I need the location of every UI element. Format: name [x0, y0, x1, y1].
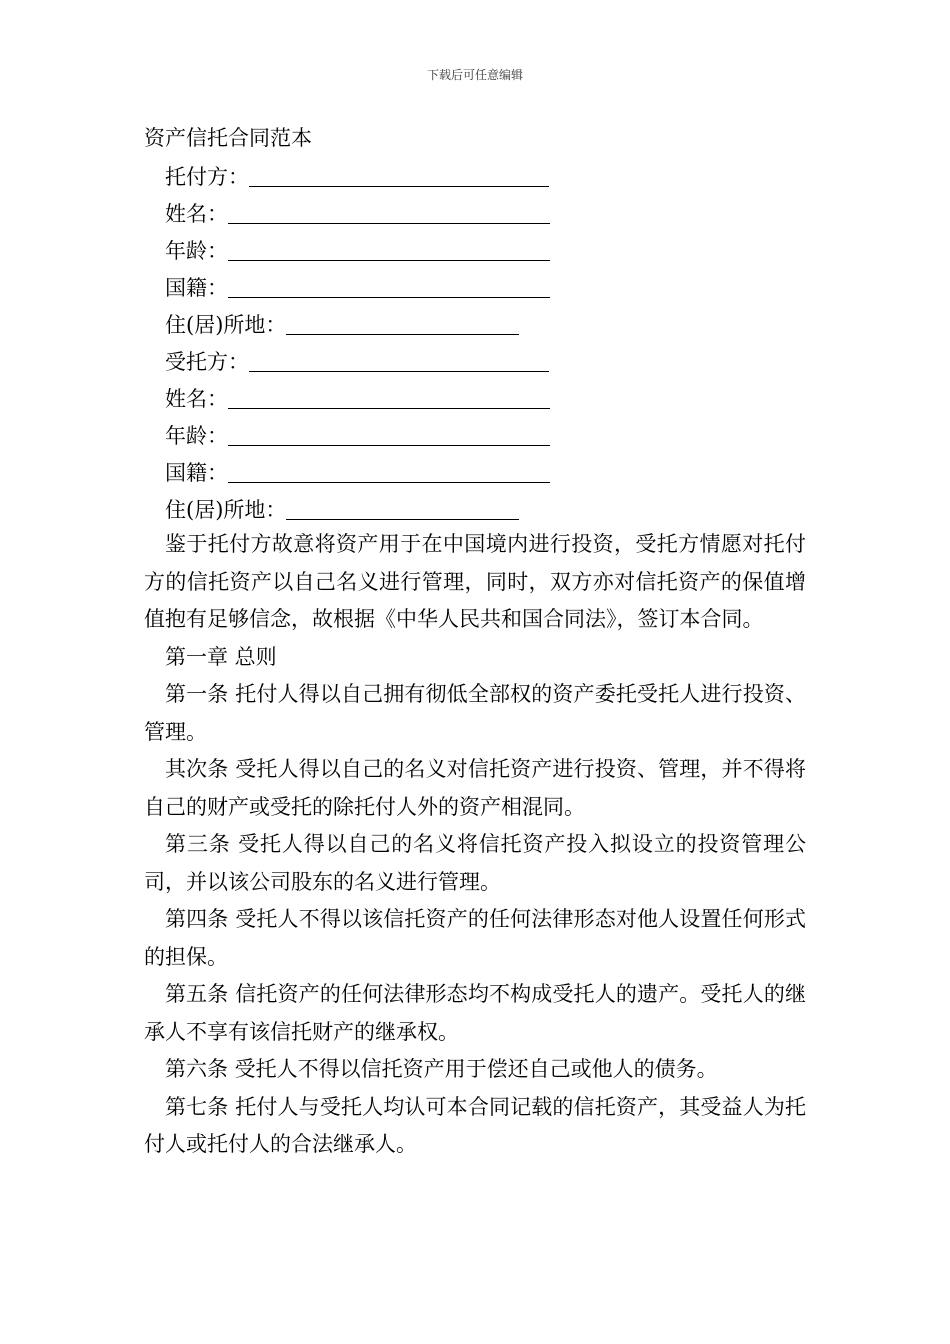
article-paragraph: 第一条 托付人得以自己拥有彻低全部权的资产委托受托人进行投资、管理。 [144, 682, 806, 744]
article-paragraph: 第六条 受托人不得以信托资产用于偿还自己或他人的债务。 [165, 1057, 718, 1081]
blank-line [228, 234, 550, 261]
field-label: 住(居)所地： [165, 498, 287, 522]
field-label: 年龄： [165, 239, 228, 263]
field-row-trustee [165, 340, 550, 377]
field-row-entrusting-party [165, 155, 550, 192]
field-label: 国籍： [165, 276, 228, 300]
field-label: 受托方： [165, 350, 249, 374]
article-paragraph: 其次条 受托人得以自己的名义对信托资产进行投资、管理，并不得将自己的财产或受托的除托付人外的资产相混同。 [144, 757, 806, 819]
blank-line [286, 308, 519, 335]
preamble-paragraph: 鉴于托付方故意将资产用于在中国境内进行投资，受托方情愿对托付方的信托资产以自己名义进行管理，同时，双方亦对信托资产的保值增值抱有足够信念，故根据《中华人民共和国合同法》，签订本合同。 [144, 532, 806, 631]
field-label: 托付方： [165, 165, 249, 189]
party-fields [165, 155, 550, 525]
field-label: 国籍： [165, 461, 228, 485]
field-row-name [165, 377, 550, 414]
field-row-residence [165, 488, 550, 525]
field-label: 年龄： [165, 424, 228, 448]
blank-line [228, 419, 550, 446]
article-paragraph: 第五条 信托资产的任何法律形态均不构成受托人的遗产。受托人的继承人不享有该信托财产的继承权。 [144, 982, 806, 1044]
field-row-name [165, 192, 550, 229]
blank-line [286, 493, 519, 520]
article-paragraph: 第三条 受托人得以自己的名义将信托资产投入拟设立的投资管理公司，并以该公司股东的名义进行管理。 [144, 832, 806, 894]
field-row-nationality [165, 451, 550, 488]
field-label: 住(居)所地： [165, 313, 287, 337]
blank-line [228, 382, 550, 409]
blank-line [249, 160, 549, 187]
blank-line [249, 345, 549, 372]
field-row-nationality [165, 266, 550, 303]
document-title: 资产信托合同范本 [144, 126, 312, 150]
blank-line [228, 271, 550, 298]
article-paragraph: 第七条 托付人与受托人均认可本合同记载的信托资产，其受益人为托付人或托付人的合法继承人。 [144, 1094, 806, 1156]
field-label: 姓名： [165, 387, 228, 411]
article-paragraph: 第四条 受托人不得以该信托资产的任何法律形态对他人设置任何形式的担保。 [144, 907, 806, 969]
page-header: 下载后可任意编辑 [426, 68, 523, 82]
contract-body [144, 526, 806, 1164]
field-row-residence [165, 303, 550, 340]
blank-line [228, 197, 550, 224]
chapter-heading: 第一章 总则 [165, 644, 277, 669]
field-label: 姓名： [165, 202, 228, 226]
blank-line [228, 456, 550, 483]
field-row-age [165, 229, 550, 266]
field-row-age [165, 414, 550, 451]
